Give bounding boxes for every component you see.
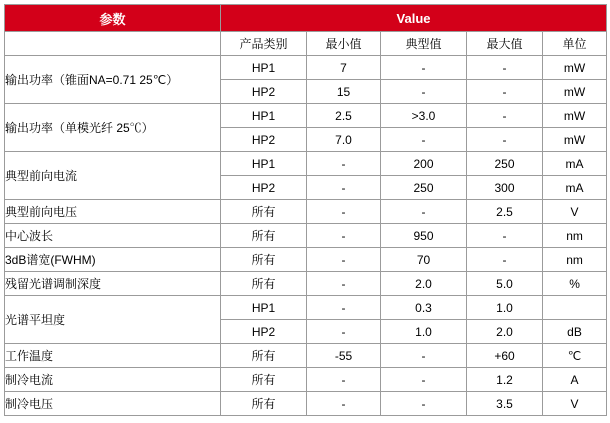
subheader-max: 最大值 bbox=[467, 32, 543, 56]
cell-unit: mW bbox=[543, 104, 607, 128]
cell-unit: nm bbox=[543, 224, 607, 248]
cell-max: - bbox=[467, 224, 543, 248]
cell-unit: mW bbox=[543, 128, 607, 152]
cell-unit: mW bbox=[543, 80, 607, 104]
table-row bbox=[5, 248, 607, 272]
cell-typical: - bbox=[381, 128, 467, 152]
table-row bbox=[5, 104, 607, 128]
cell-unit: dB bbox=[543, 320, 607, 344]
cell-product-type: 所有 bbox=[221, 392, 307, 416]
cell-min: - bbox=[307, 176, 381, 200]
row-parameter: 残留光谱调制深度 bbox=[5, 272, 221, 296]
cell-max: 250 bbox=[467, 152, 543, 176]
cell-min: - bbox=[307, 200, 381, 224]
table-row bbox=[5, 344, 607, 368]
cell-unit: ℃ bbox=[543, 344, 607, 368]
subheader-product-type: 产品类别 bbox=[221, 32, 307, 56]
cell-unit: V bbox=[543, 200, 607, 224]
cell-unit bbox=[543, 296, 607, 320]
subheader-unit: 单位 bbox=[543, 32, 607, 56]
cell-product-type: HP1 bbox=[221, 56, 307, 80]
cell-unit: nm bbox=[543, 248, 607, 272]
cell-typical: 250 bbox=[381, 176, 467, 200]
cell-unit: V bbox=[543, 392, 607, 416]
cell-typical: - bbox=[381, 392, 467, 416]
cell-unit: A bbox=[543, 368, 607, 392]
cell-typical: 2.0 bbox=[381, 272, 467, 296]
cell-min: -55 bbox=[307, 344, 381, 368]
row-parameter: 典型前向电流 bbox=[5, 152, 221, 200]
cell-unit: mA bbox=[543, 176, 607, 200]
table-row bbox=[5, 152, 607, 176]
cell-product-type: HP2 bbox=[221, 80, 307, 104]
cell-unit: mA bbox=[543, 152, 607, 176]
cell-max: 300 bbox=[467, 176, 543, 200]
cell-min: 7.0 bbox=[307, 128, 381, 152]
cell-product-type: 所有 bbox=[221, 200, 307, 224]
row-parameter: 制冷电流 bbox=[5, 368, 221, 392]
cell-max: - bbox=[467, 248, 543, 272]
cell-min: 7 bbox=[307, 56, 381, 80]
table-row bbox=[5, 368, 607, 392]
cell-max: - bbox=[467, 80, 543, 104]
cell-min: - bbox=[307, 368, 381, 392]
subheader-blank bbox=[5, 32, 221, 56]
cell-max: 1.0 bbox=[467, 296, 543, 320]
row-parameter: 光谱平坦度 bbox=[5, 296, 221, 344]
cell-min: - bbox=[307, 320, 381, 344]
cell-min: - bbox=[307, 224, 381, 248]
row-parameter: 3dB谱宽(FWHM) bbox=[5, 248, 221, 272]
cell-min: 15 bbox=[307, 80, 381, 104]
subheader-min: 最小值 bbox=[307, 32, 381, 56]
cell-max: - bbox=[467, 128, 543, 152]
cell-max: 2.0 bbox=[467, 320, 543, 344]
cell-typical: - bbox=[381, 200, 467, 224]
cell-product-type: HP1 bbox=[221, 152, 307, 176]
cell-product-type: 所有 bbox=[221, 344, 307, 368]
row-parameter: 典型前向电压 bbox=[5, 200, 221, 224]
cell-typical: >3.0 bbox=[381, 104, 467, 128]
cell-min: 2.5 bbox=[307, 104, 381, 128]
row-parameter: 工作温度 bbox=[5, 344, 221, 368]
cell-product-type: HP1 bbox=[221, 104, 307, 128]
cell-typical: 70 bbox=[381, 248, 467, 272]
table-row bbox=[5, 56, 607, 80]
row-parameter: 制冷电压 bbox=[5, 392, 221, 416]
cell-product-type: HP1 bbox=[221, 296, 307, 320]
row-parameter: 输出功率（锥面NA=0.71 25℃） bbox=[5, 56, 221, 104]
table-row bbox=[5, 272, 607, 296]
cell-min: - bbox=[307, 392, 381, 416]
cell-max: 5.0 bbox=[467, 272, 543, 296]
table-row bbox=[5, 392, 607, 416]
cell-max: - bbox=[467, 56, 543, 80]
cell-typical: - bbox=[381, 56, 467, 80]
cell-product-type: HP2 bbox=[221, 320, 307, 344]
cell-product-type: 所有 bbox=[221, 248, 307, 272]
cell-product-type: HP2 bbox=[221, 128, 307, 152]
cell-min: - bbox=[307, 152, 381, 176]
cell-product-type: 所有 bbox=[221, 224, 307, 248]
cell-typical: 950 bbox=[381, 224, 467, 248]
cell-min: - bbox=[307, 272, 381, 296]
cell-max: 3.5 bbox=[467, 392, 543, 416]
cell-unit: mW bbox=[543, 56, 607, 80]
cell-typical: 0.3 bbox=[381, 296, 467, 320]
cell-max: - bbox=[467, 104, 543, 128]
cell-max: 2.5 bbox=[467, 200, 543, 224]
row-parameter: 中心波长 bbox=[5, 224, 221, 248]
cell-typical: 200 bbox=[381, 152, 467, 176]
row-parameter: 输出功率（单模光纤 25℃） bbox=[5, 104, 221, 152]
header-parameter: 参数 bbox=[5, 5, 221, 32]
cell-product-type: 所有 bbox=[221, 368, 307, 392]
header-value: Value bbox=[221, 5, 607, 32]
cell-max: +60 bbox=[467, 344, 543, 368]
cell-typical: - bbox=[381, 368, 467, 392]
cell-max: 1.2 bbox=[467, 368, 543, 392]
cell-typical: 1.0 bbox=[381, 320, 467, 344]
table-row bbox=[5, 296, 607, 320]
table-subheader-row bbox=[5, 32, 607, 56]
specification-table bbox=[4, 4, 607, 416]
table-body bbox=[5, 5, 607, 416]
cell-typical: - bbox=[381, 80, 467, 104]
cell-product-type: HP2 bbox=[221, 176, 307, 200]
table-row bbox=[5, 200, 607, 224]
table-row bbox=[5, 224, 607, 248]
cell-min: - bbox=[307, 248, 381, 272]
subheader-typical: 典型值 bbox=[381, 32, 467, 56]
cell-min: - bbox=[307, 296, 381, 320]
table-header-row bbox=[5, 5, 607, 32]
cell-product-type: 所有 bbox=[221, 272, 307, 296]
cell-typical: - bbox=[381, 344, 467, 368]
cell-unit: % bbox=[543, 272, 607, 296]
